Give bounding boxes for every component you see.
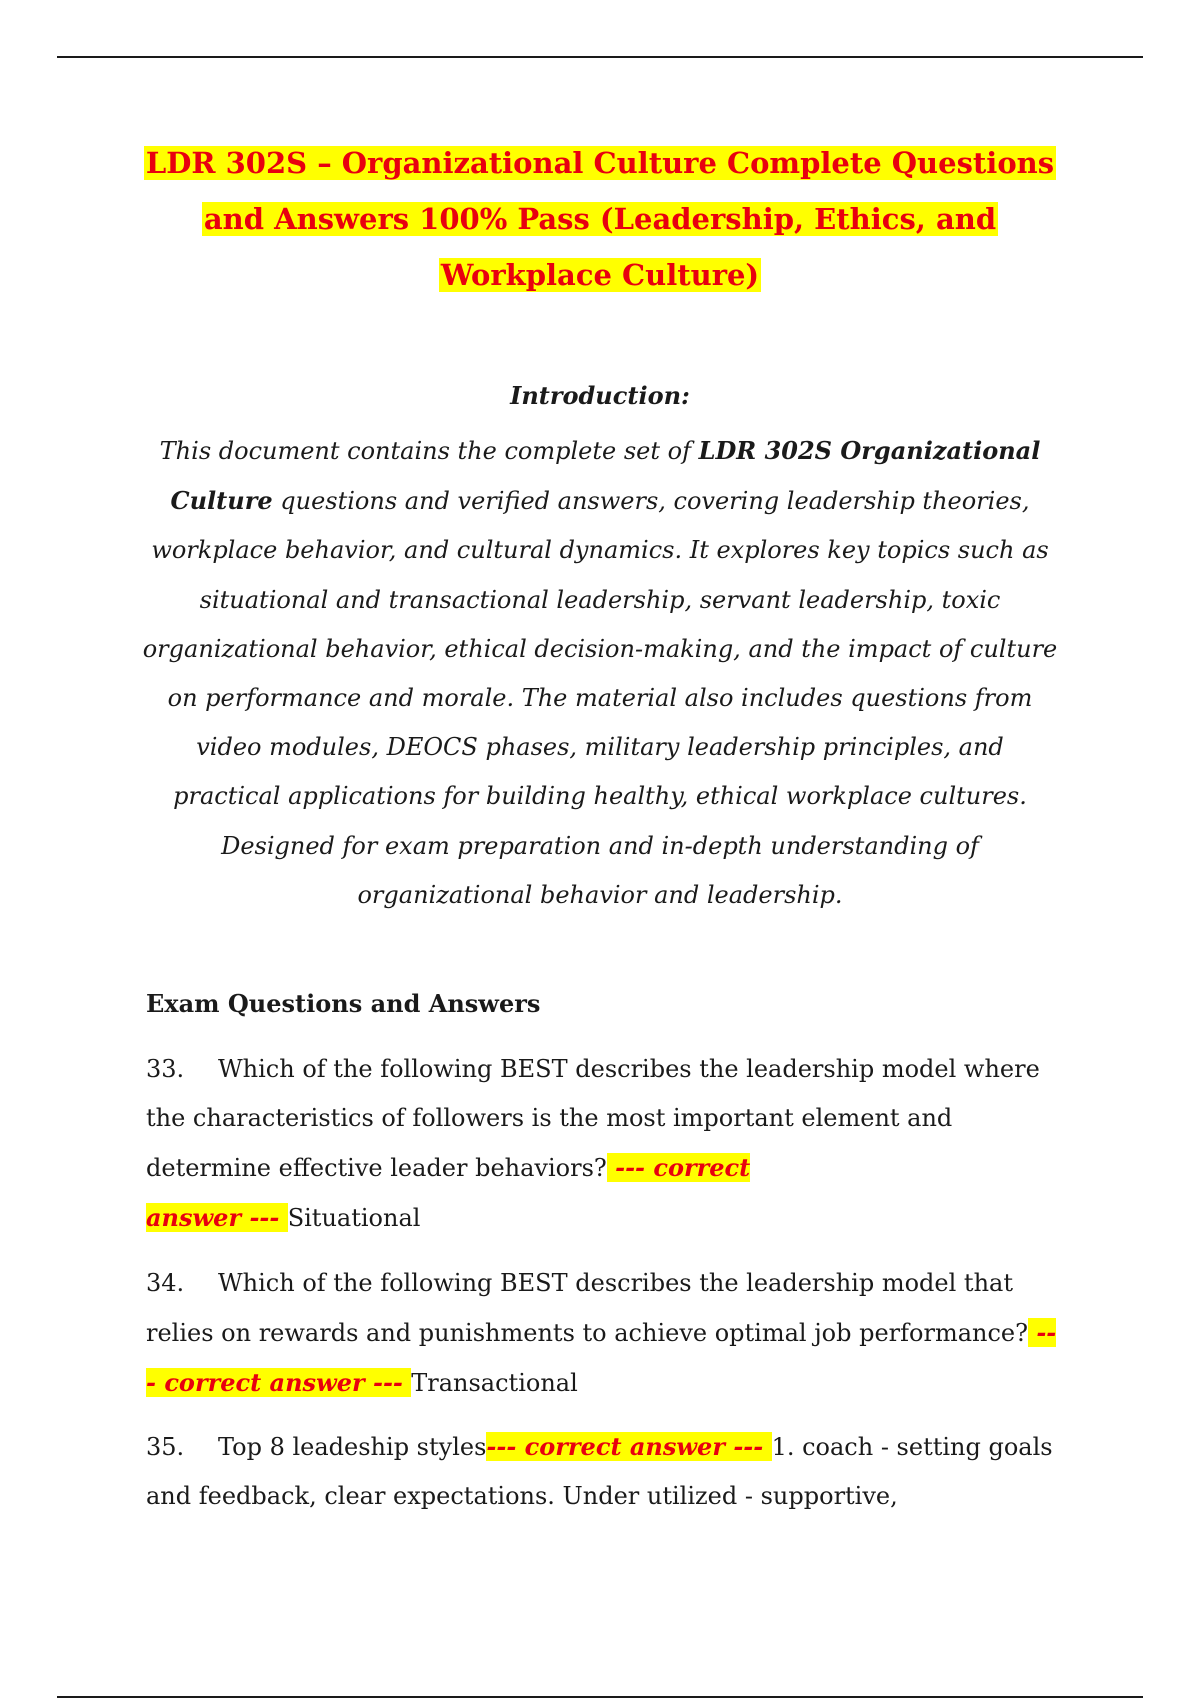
- title-line-3: Workplace Culture): [440, 258, 760, 292]
- document-title: [140, 135, 1060, 303]
- question-number: 34.: [146, 1269, 185, 1297]
- section-heading: Exam Questions and Answers: [146, 989, 541, 1018]
- answer-marker-continued: answer ---: [146, 1203, 288, 1232]
- question-text: Which of the following BEST describes the leadership model where the characteristics of followers is the most important element and determine effective leader behaviors?: [146, 1055, 1040, 1182]
- question-item-33: [146, 1045, 1066, 1243]
- intro-bold-term: LDR 302S Organizational Culture: [170, 436, 1041, 516]
- answer-text: 1. coach - setting goals and feedback, clear expectations. Under utilized - supportive,: [146, 1433, 1053, 1510]
- intro-text-start: This document contains the complete set of: [159, 437, 699, 465]
- title-line-1: LDR 302S – Organizational Culture Complete Questions: [145, 146, 1055, 180]
- question-number: 33.: [146, 1055, 185, 1083]
- question-item-34: [146, 1259, 1066, 1408]
- answer-marker: --- correct: [606, 1153, 751, 1182]
- intro-text-rest: questions and verified answers, covering leadership theories, workplace behavior, and cultural dynamics. It explores key topics such as situational and transactional leadership, servant leadership, toxic organizational behavior, ethical decision-making, and the impact of culture on performance and morale. The material also includes questions from video modules, DEOCS phases, military leadership principles, and practical applications for building healthy, ethical workplace cultures. Designed for exam preparation and in-depth understanding of organizational behavior and leadership.: [142, 487, 1058, 909]
- footer-rule: [57, 1696, 1143, 1698]
- answer-marker: --- correct answer ---: [146, 1318, 1057, 1397]
- answer-text: Transactional: [411, 1369, 578, 1397]
- question-text: Which of the following BEST describes the leadership model that relies on rewards and punishments to achieve optimal job performance?: [146, 1269, 1028, 1347]
- title-line-2: and Answers 100% Pass (Leadership, Ethics, and: [203, 202, 997, 236]
- question-item-35: [146, 1422, 1066, 1521]
- intro-paragraph: [140, 426, 1060, 920]
- question-text: Top 8 leadeship styles: [218, 1433, 487, 1461]
- answer-text: Situational: [287, 1204, 421, 1232]
- question-number: 35.: [146, 1433, 185, 1461]
- intro-heading: Introduction:: [510, 381, 690, 410]
- answer-marker: --- correct answer ---: [486, 1432, 772, 1461]
- header-rule: [57, 56, 1143, 58]
